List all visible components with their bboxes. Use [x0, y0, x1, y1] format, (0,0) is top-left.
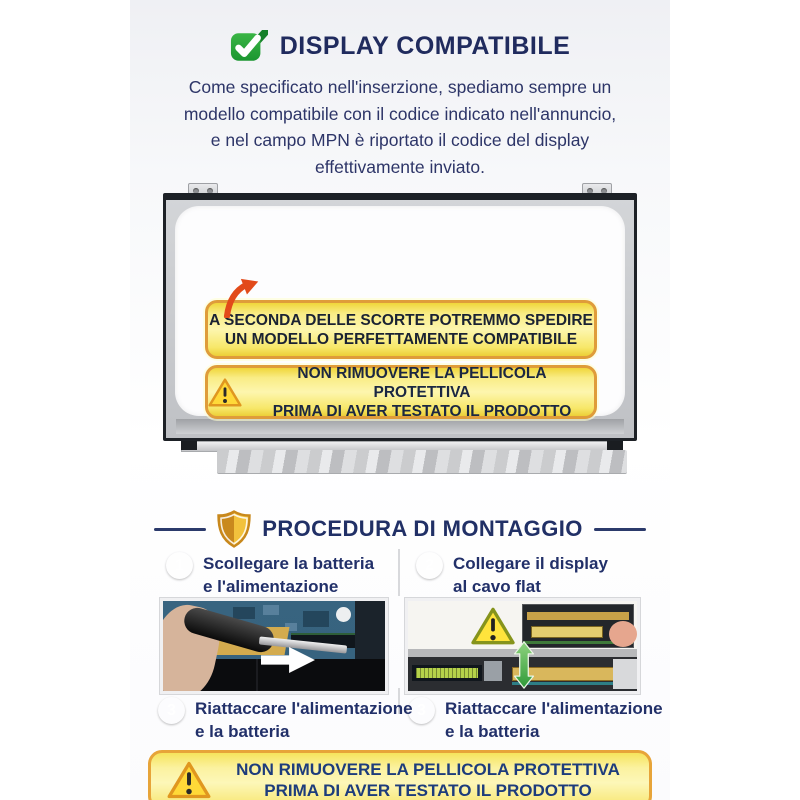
step-1-badge: 1 — [166, 552, 193, 579]
film-warning-line2: PRIMA DI AVER TESTATO IL PRODOTTO — [272, 402, 572, 420]
step-3-right-line2: e la batteria — [445, 722, 540, 741]
step-3-left-badge: 3 — [158, 697, 185, 724]
finger — [609, 621, 637, 647]
step-3-right-text — [445, 697, 663, 743]
content-strip — [130, 0, 670, 800]
lvds-connector — [412, 665, 482, 681]
stock-notice-line1: A SECONDA DELLE SCORTE POTREMMO SPEDIRE — [209, 311, 593, 329]
cable-band — [531, 626, 603, 638]
connector-pins — [416, 668, 478, 678]
header — [130, 30, 670, 63]
foil-corner — [613, 659, 637, 689]
chassis-edge — [355, 601, 385, 661]
footer-warning-line2: PRIMA DI AVER TESTATO IL PRODOTTO — [264, 781, 592, 800]
footer-warning-line1: NON RIMUOVERE LA PELLICOLA PROTETTIVA — [236, 760, 620, 779]
double-arrow-icon — [512, 641, 536, 689]
film-warning-text — [250, 364, 594, 421]
step-2-line2: al cavo flat — [453, 577, 541, 596]
step-1-line2: e l'alimentazione — [203, 577, 339, 596]
step-2-badge: 2 — [416, 552, 443, 579]
battery-disconnect-photo — [160, 598, 388, 694]
check-icon — [230, 30, 268, 63]
stock-notice-box — [205, 300, 597, 359]
step-1-text — [203, 552, 374, 598]
step-3-left-line1: Riattaccare l'alimentazione — [195, 699, 413, 718]
description-line: e nel campo MPN è riportato il codice del display — [210, 130, 590, 150]
screw-post — [336, 607, 351, 622]
pcb-chip — [303, 611, 329, 627]
flat-cable-photo — [405, 598, 640, 694]
lcd-panel-photo — [163, 183, 637, 483]
step-3-left — [158, 697, 413, 743]
procedure-title: PROCEDURA DI MONTAGGIO — [262, 516, 583, 541]
warning-triangle-icon — [470, 606, 516, 646]
panel-bottom-shade — [176, 419, 624, 434]
step-3-left-line2: e la batteria — [195, 722, 290, 741]
step-3-right-badge: 3 — [408, 697, 435, 724]
footer-warning-text — [221, 759, 635, 800]
film-warning-box — [205, 365, 597, 419]
step-2-text — [453, 552, 608, 598]
description-line: Come specificato nell'inserzione, spediamo sempre un — [188, 77, 612, 97]
stock-notice-text — [209, 311, 593, 349]
footer-warning-box — [148, 750, 652, 800]
connector-cap — [607, 441, 623, 450]
warning-triangle-icon — [208, 377, 242, 408]
pcb-chip — [233, 607, 255, 619]
step-1-line1: Scollegare la batteria — [203, 554, 375, 573]
step-3-right-line1: Riattaccare l'alimentazione — [445, 699, 663, 718]
divider-line-right — [594, 528, 646, 531]
step-1 — [166, 552, 374, 598]
step-3-right — [408, 697, 663, 743]
step-3-left-text — [195, 697, 413, 743]
connector-latch — [484, 661, 502, 681]
step-2 — [416, 552, 608, 598]
stock-notice-line2: UN MODELLO PERFETTAMENTE COMPATIBILE — [224, 330, 578, 348]
divider-line-left — [154, 528, 206, 531]
curved-arrow-icon — [220, 278, 260, 318]
column-divider — [398, 549, 400, 596]
film-warning-line1: NON RIMUOVERE LA PELLICOLA PROTETTIVA — [297, 364, 547, 401]
page-title: DISPLAY COMPATIBILE — [279, 32, 571, 60]
pcb-chip — [263, 605, 279, 615]
description — [130, 74, 670, 180]
description-line: effettivamente inviato. — [315, 156, 485, 177]
shield-icon — [217, 510, 251, 548]
cable-band — [527, 612, 629, 620]
connector-inset-photo — [522, 604, 634, 648]
connector-cap — [181, 441, 197, 450]
foil-strip — [217, 450, 627, 474]
step-2-line1: Collegare il display — [453, 554, 608, 573]
procedure-heading — [130, 510, 670, 548]
warning-triangle-icon — [167, 760, 211, 800]
description-line: modello compatibile con il codice indicato nell'annuncio, — [183, 103, 617, 124]
